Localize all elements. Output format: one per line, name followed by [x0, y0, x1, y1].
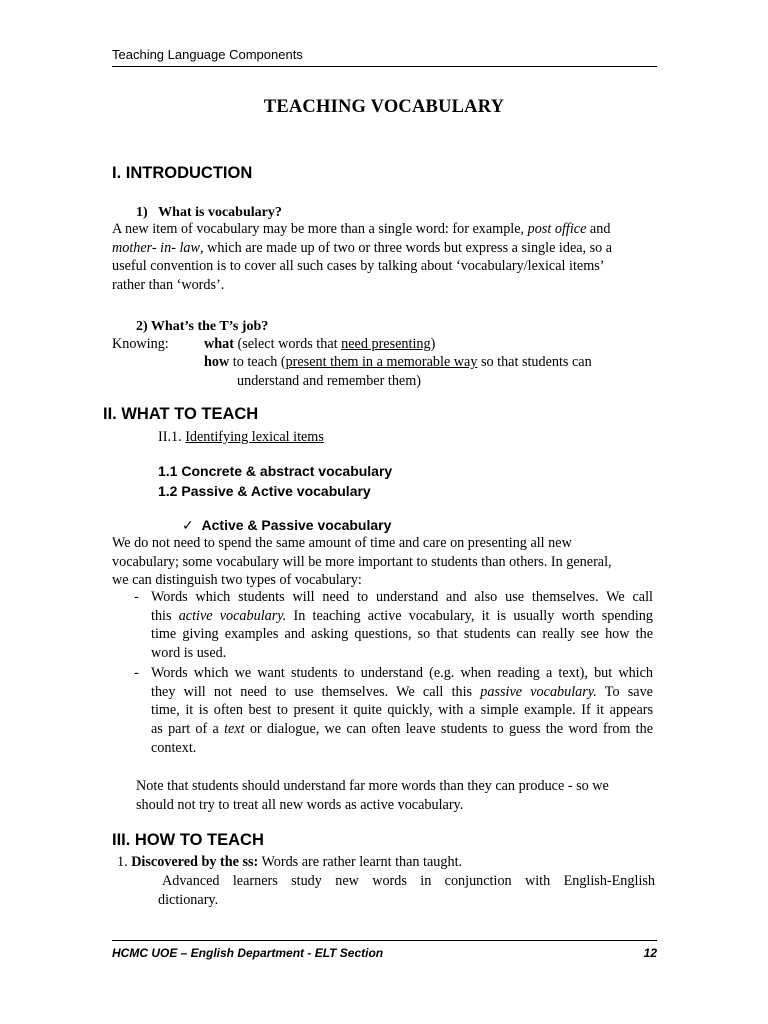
section-heading-introduction: I. INTRODUCTION — [112, 164, 253, 182]
paragraph-line: We do not need to spend the same amount of time and care on presenting all new — [112, 535, 572, 551]
paragraph-line: Advanced learners study new words in conjunction with English-English — [162, 873, 655, 889]
paragraph-line: as part of a text or dialogue, we can often leave students to guess the word from the — [151, 721, 653, 738]
footer-rule — [112, 940, 657, 941]
how-to-teach-item: 1. Discovered by the ss: Words are rather learnt than taught. — [117, 854, 463, 870]
paragraph-line: word is used. — [151, 645, 227, 662]
question-number: 1) — [136, 205, 148, 220]
footer — [112, 944, 657, 963]
dash-bullet: - — [134, 665, 139, 681]
paragraph-line: A new item of vocabulary may be more than a single word: for example, post office and — [112, 221, 611, 237]
knowing-label: Knowing: — [112, 336, 169, 352]
knowing-how: how to teach (present them in a memorable way so that students can — [204, 354, 592, 370]
knowing-what: what (select words that need presenting) — [204, 336, 436, 352]
knowing-how-continued: understand and remember them) — [237, 373, 421, 389]
active-passive-heading: ✓ Active & Passive vocabulary — [182, 517, 392, 533]
paragraph-line: Words which we want students to understand (e.g. when reading a text), but which — [151, 665, 653, 681]
how-to-teach-subtext — [158, 872, 655, 909]
paragraph-line: dictionary. — [158, 891, 219, 908]
section-heading-what-to-teach: II. WHAT TO TEACH — [103, 405, 259, 423]
paragraph-line: should not try to treat all new words as active vocabulary. — [136, 796, 464, 813]
paragraph-line: mother- in- law, which are made up of two or three words but express a single idea, so a — [112, 239, 613, 256]
section-heading-how-to-teach: III. HOW TO TEACH — [112, 831, 264, 849]
intro-paragraph — [112, 220, 657, 295]
passive-vocabulary-item — [151, 664, 653, 758]
paragraph-line: vocabulary; some vocabulary will be more important to students than others. In general, — [112, 553, 612, 570]
paragraph-line: Note that students should understand far more words than they can produce - so we — [136, 778, 609, 794]
footer-left: HCMC UOE – English Department - ELT Section — [112, 946, 384, 960]
list-item: 1.1 Concrete & abstract vocabulary — [158, 463, 393, 479]
header-rule — [112, 66, 657, 67]
paragraph-line: we can distinguish two types of vocabulary: — [112, 572, 362, 589]
paragraph-line: they will not need to use themselves. We call this passive vocabulary. To save — [151, 683, 653, 700]
paragraph-line: Words which students will need to understand and also use themselves. We call — [151, 589, 653, 605]
page-number: 12 — [643, 946, 657, 960]
paragraph-line: rather than ‘words’. — [112, 277, 225, 294]
dash-bullet: - — [134, 589, 139, 605]
page-title: TEACHING VOCABULARY — [263, 97, 505, 117]
paragraph-line: useful convention is to cover all such cases by talking about ‘vocabulary/lexical items’ — [112, 258, 605, 275]
note-paragraph — [136, 777, 656, 814]
paragraph-line: time giving examples and asking questions, so that students can really see how the — [151, 626, 653, 643]
list-item: 1.2 Passive & Active vocabulary — [158, 482, 371, 499]
types-paragraph — [112, 534, 657, 590]
question-teacher-job: 2) What’s the T’s job? — [136, 319, 269, 334]
active-vocabulary-item — [151, 588, 653, 663]
running-header: Teaching Language Components — [112, 47, 303, 62]
checkmark-icon: ✓ — [182, 517, 194, 533]
subsection-identifying: II.1. Identifying lexical items — [158, 429, 324, 445]
paragraph-line: time, it is often best to present it quite quickly, with a simple example. If it appears — [151, 702, 653, 719]
vocabulary-types-list — [158, 462, 392, 500]
paragraph-line: this active vocabulary. In teaching active vocabulary, it is usually worth spending — [151, 607, 653, 624]
paragraph-line: context. — [151, 739, 197, 756]
question-text: What is vocabulary? — [158, 205, 282, 220]
